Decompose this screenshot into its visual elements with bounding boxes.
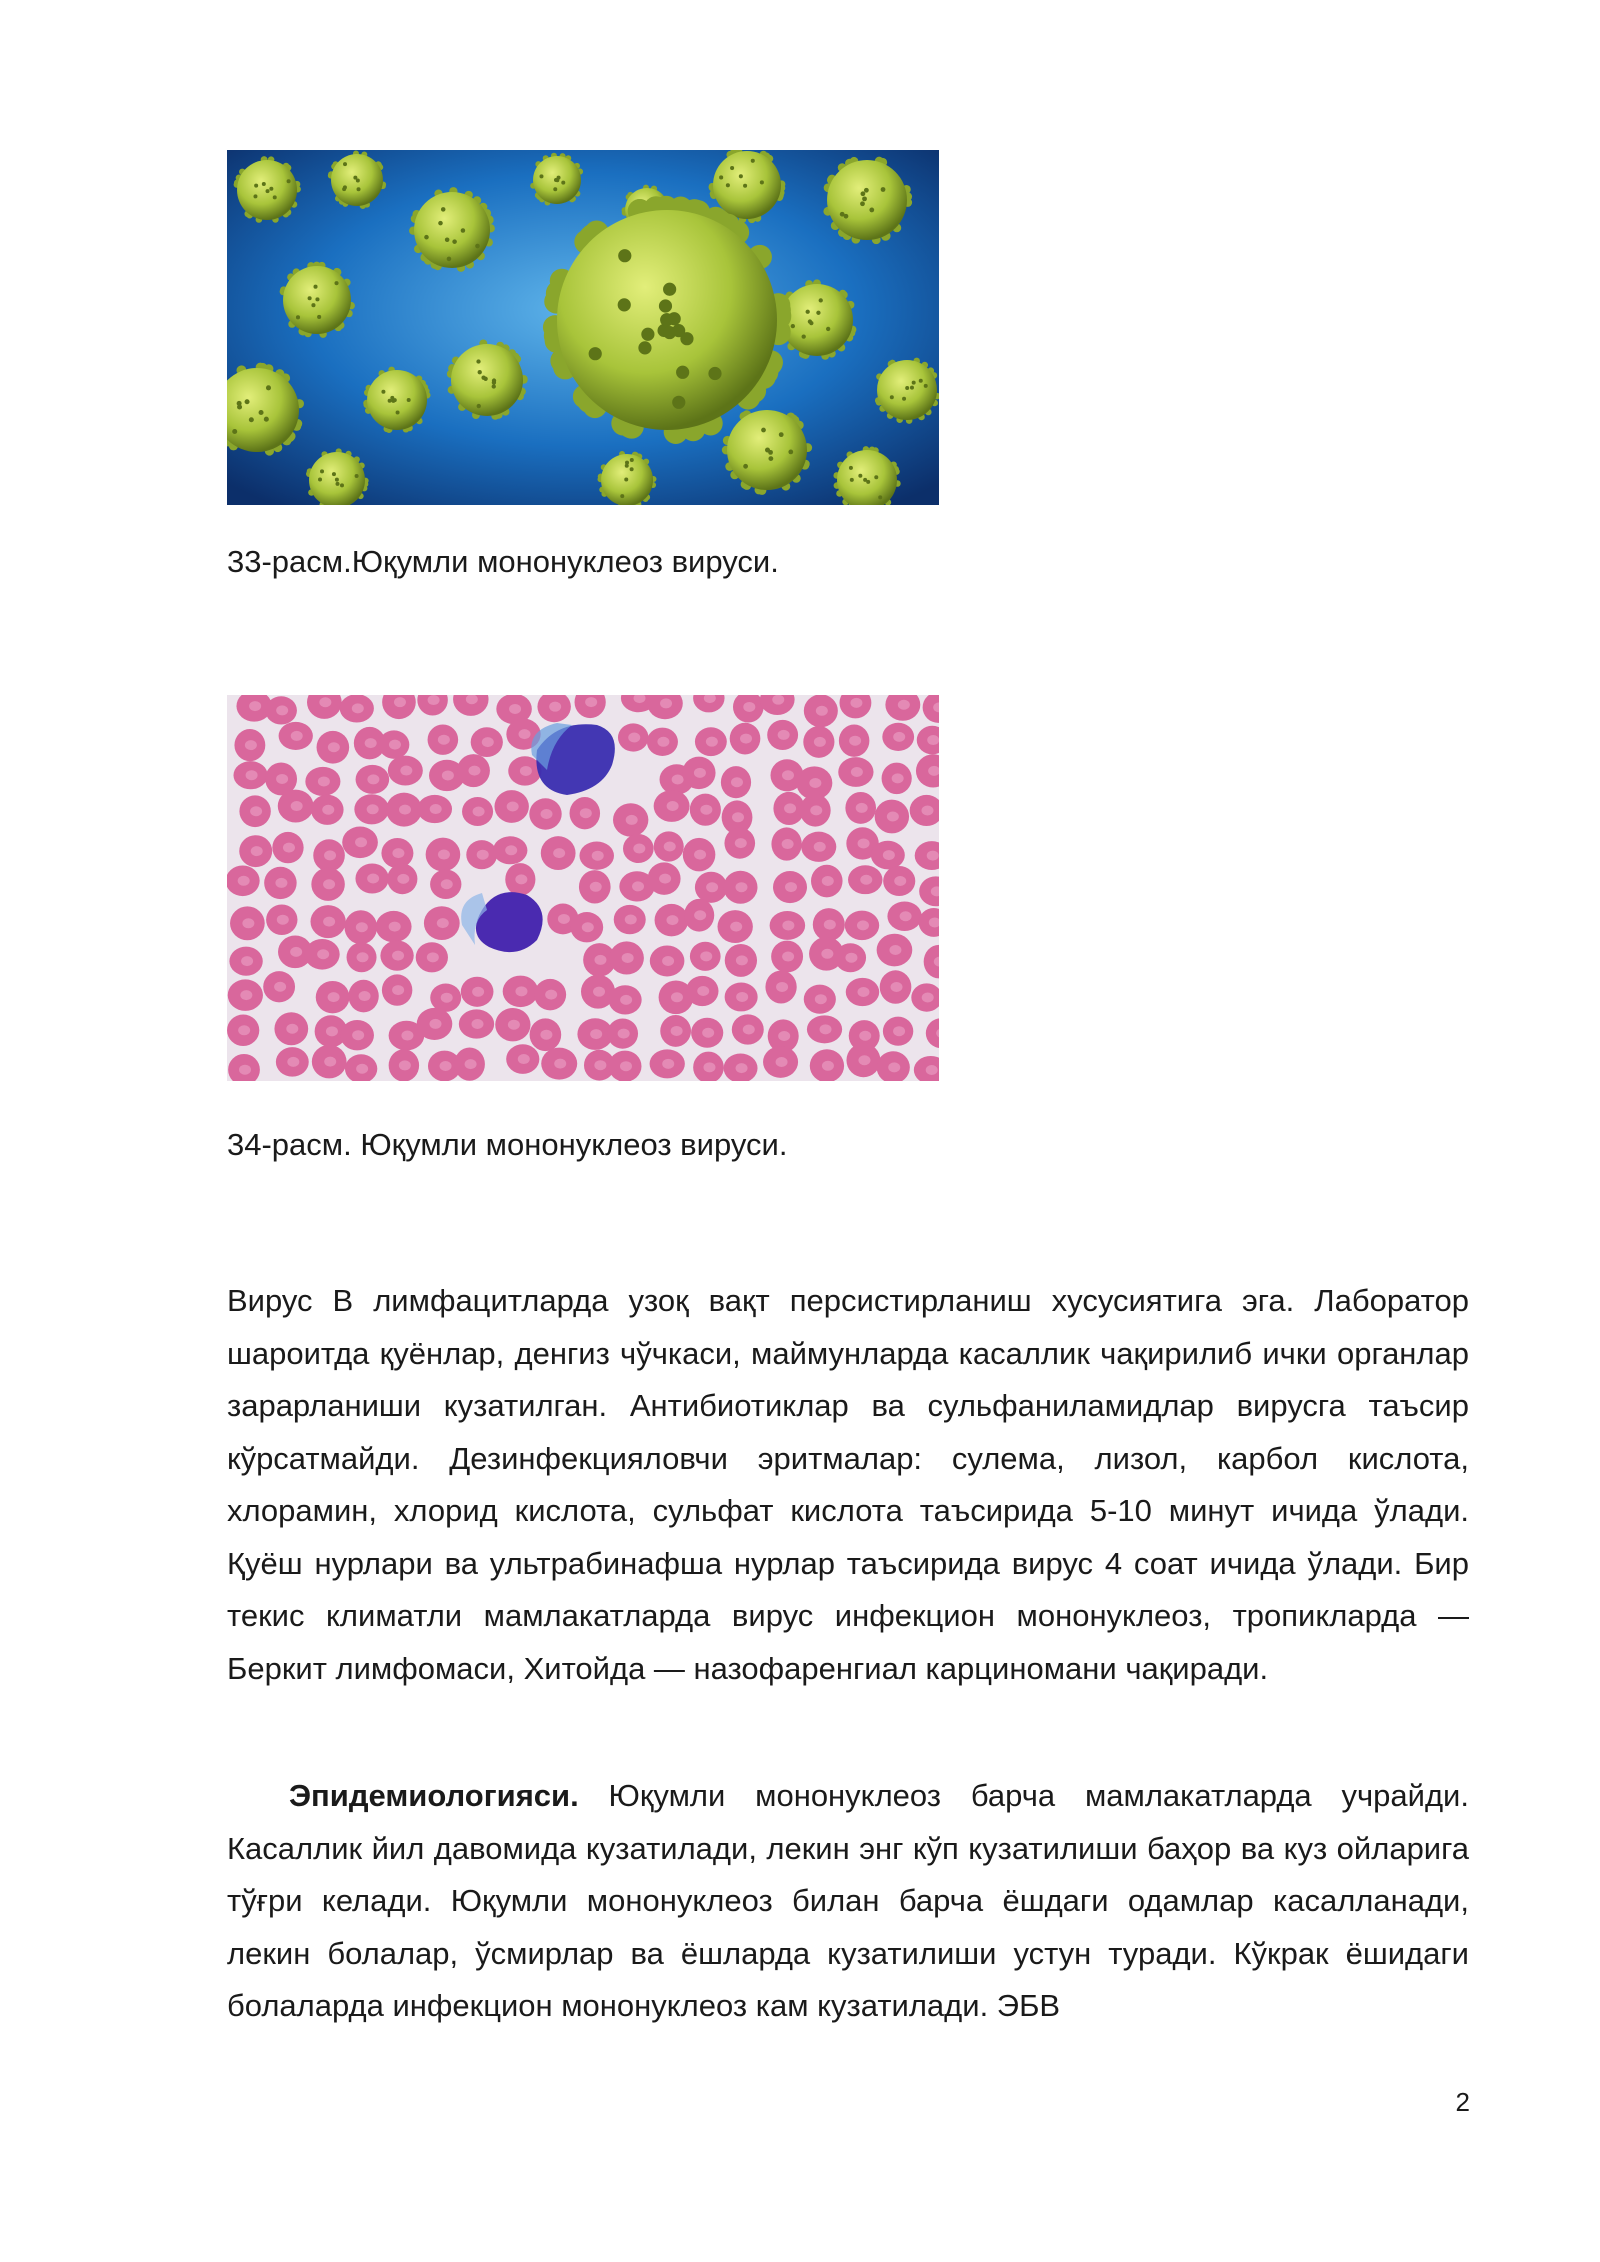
- virus-illustration-image: [227, 150, 939, 505]
- page-number: 2: [1455, 2087, 1470, 2117]
- epidemiology-heading: Эпидемиологияси.: [289, 1778, 579, 1813]
- paragraph-virus-properties: Вирус В лимфацитларда узоқ вақт персистирланиш хусусиятига эга. Лаборатор шароитда қуёнлар, денгиз чўчкаси, маймунларда касаллик чақирилиб ички органлар зарарланиши кузатилган. Антибиотиклар ва сульфаниламидлар вирусга таъсир кўрсатмайди. Дезинфекцияловчи эритмалар: сулема, лизол, карбол кислота, хлорамин, хлорид кислота, сульфат кислота таъсирида 5-10 минут ичида ўлади. Қуёш нурлари ва ультрабинафша нурлар таъсирида вирус 4 соат ичида ўлади. Бир текис климатли мамлакатларда вирус инфекцион мононуклеоз, тропикларда — Беркит лимфомаси, Хитойда — назофаренгиал карциномани чақиради.: [227, 1283, 1469, 1686]
- paragraph-epidemiology: [227, 1770, 1469, 2035]
- epidemiology-text: Юқумли мононуклеоз барча мамлакатларда учрайди. Касаллик йил давомида кузатилади, лекин энг кўп кузатилиши баҳор ва куз ойларига тўғри келади. Юқумли мононуклеоз билан барча ёшдаги одамлар касалланади, лекин болалар, ўсмирлар ва ёшларда кузатилиши устун туради. Кўкрак ёшидаги болаларда инфекцион мононуклеоз кам кузатилади. ЭБВ: [227, 1778, 1469, 2023]
- figure-34-caption: 34-расм. Юқумли мононуклеоз вируси.: [227, 1127, 788, 1162]
- blood-smear-image: [227, 695, 939, 1081]
- figure-33-caption: 33-расм.Юқумли мононуклеоз вируси.: [227, 544, 779, 579]
